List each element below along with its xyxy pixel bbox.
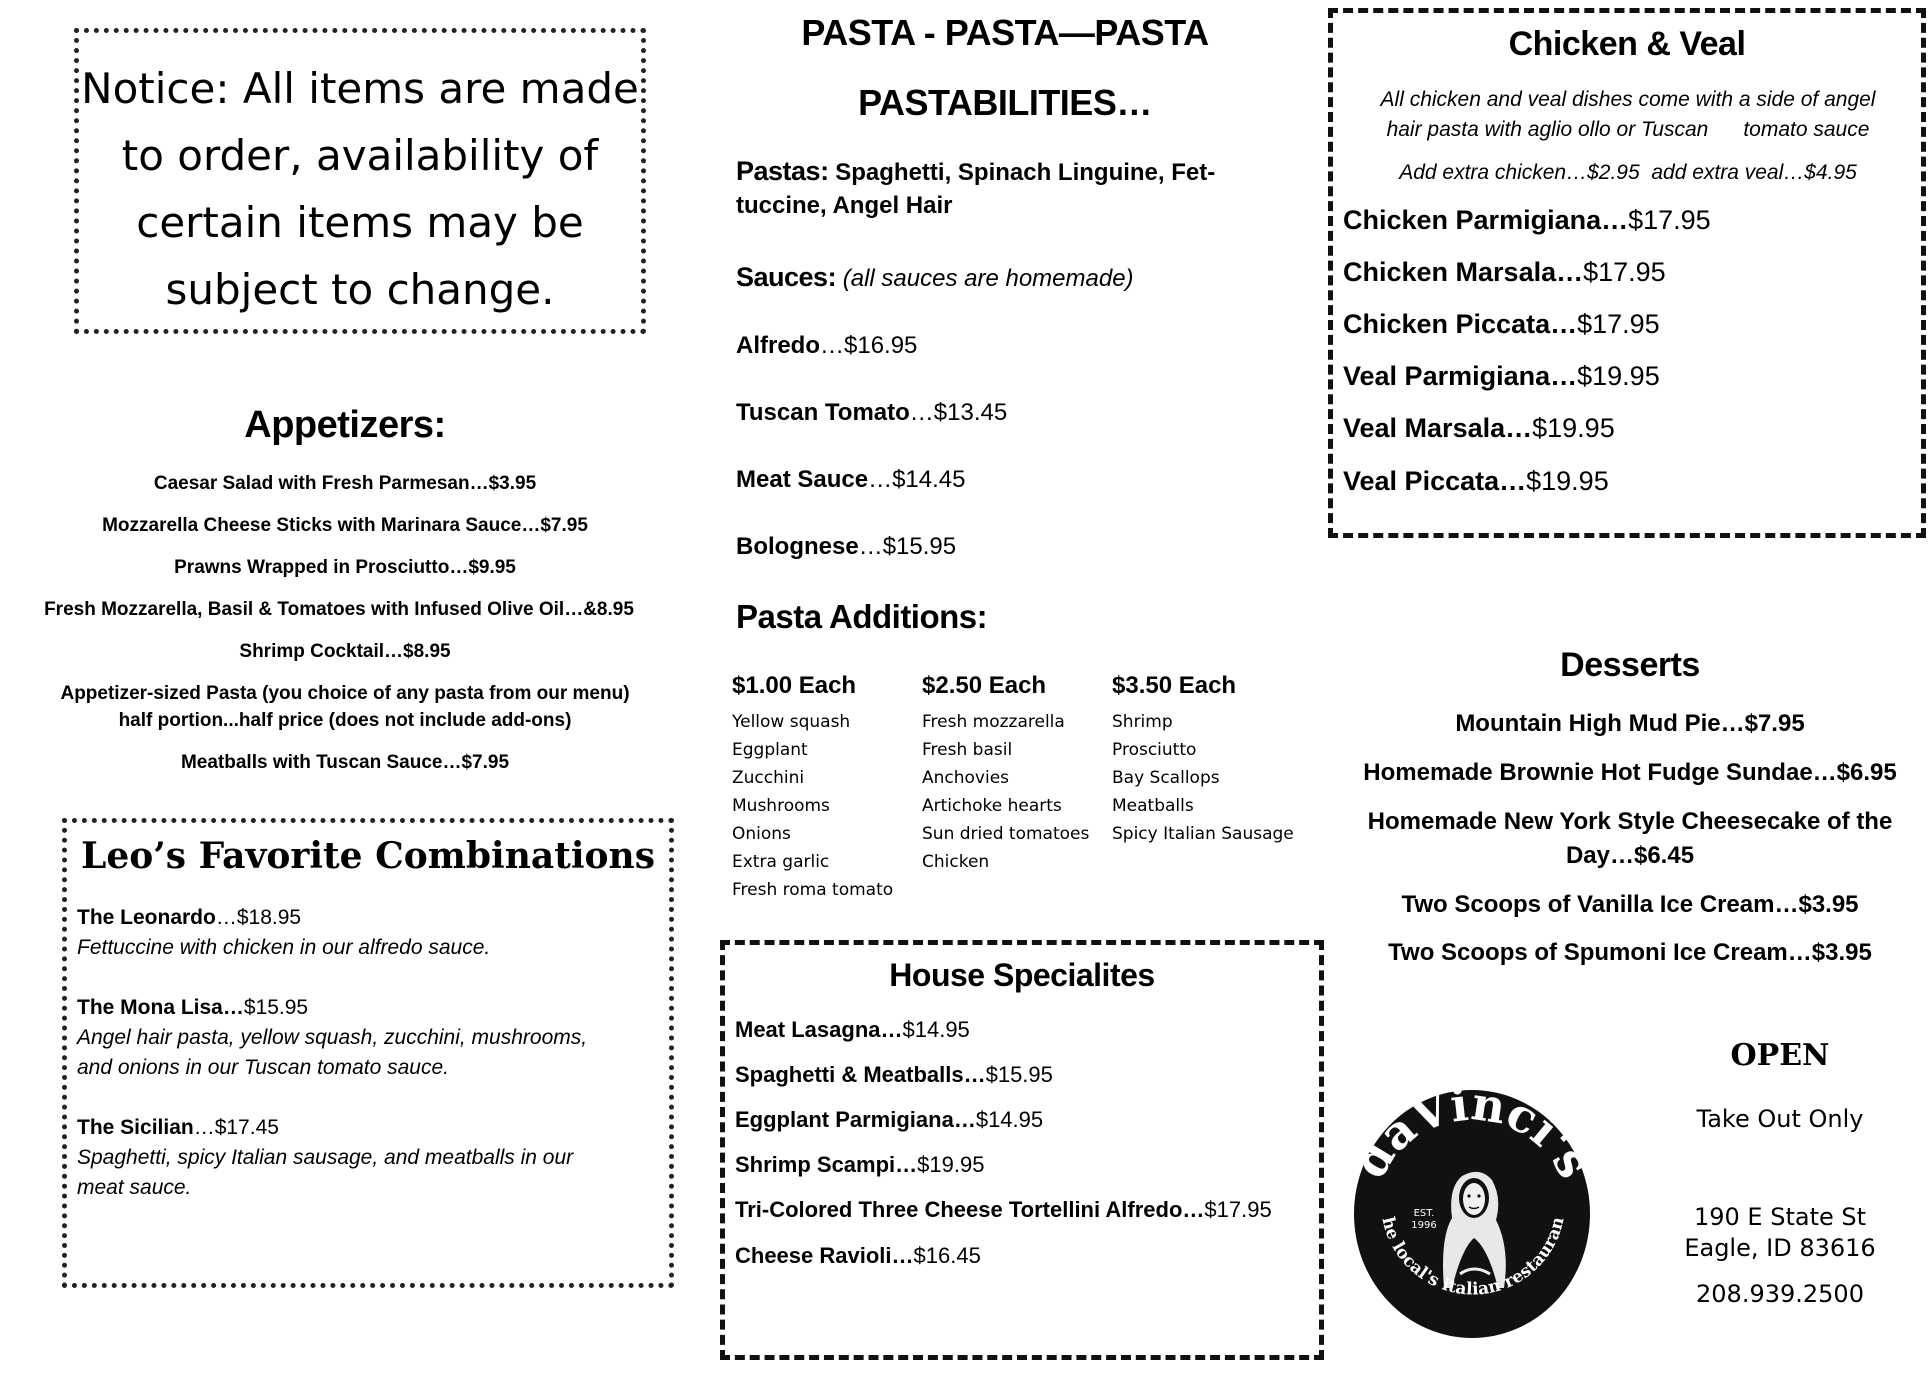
- addition-item: Eggplant: [732, 740, 808, 760]
- favorite-combinations-title: Leo’s Favorite Combinations: [81, 835, 655, 877]
- appetizer-item: Meatballs with Tuscan Sauce…$7.95: [180, 752, 510, 773]
- chicken-veal-item: [1343, 309, 1660, 340]
- logo-tagline: he local's italian restauran: [1377, 1215, 1569, 1300]
- chicken-veal-item-name: Chicken Marsala…: [1343, 257, 1584, 287]
- addition-item: Fresh basil: [922, 740, 1013, 760]
- chicken-veal-item-price: $17.95: [1577, 309, 1660, 339]
- notice-box: [74, 28, 646, 334]
- combo-item: [77, 903, 667, 963]
- sauce-price: …$15.95: [858, 533, 957, 560]
- additions-price-header: $3.50 Each: [1112, 672, 1237, 699]
- chicken-veal-box: [1328, 8, 1926, 538]
- addition-item: Prosciutto: [1112, 740, 1197, 760]
- addition-item: Yellow squash: [732, 712, 851, 732]
- addition-item: Spicy Italian Sausage: [1112, 824, 1294, 844]
- dessert-item: Mountain High Mud Pie…$7.95: [1455, 710, 1805, 737]
- appetizer-item: Prawns Wrapped in Prosciutto…$9.95: [174, 557, 516, 578]
- combo-name: The Mona Lisa…: [77, 996, 244, 1019]
- desserts-title: Desserts: [1560, 646, 1700, 684]
- sauce-price: …$13.45: [909, 399, 1008, 426]
- appetizer-item: Shrimp Cocktail…$8.95: [239, 641, 451, 662]
- combo-description: Spaghetti, spicy Italian sausage, and meatballs in our: [77, 1146, 574, 1169]
- sauce-item: [736, 533, 1276, 561]
- addition-item: Zucchini: [732, 768, 805, 788]
- combo-price: …$17.45: [193, 1116, 279, 1139]
- appetizer-item: Appetizer-sized Pasta (you choice of any pasta from our menu): [60, 683, 630, 704]
- house-item-price: $14.95: [902, 1017, 970, 1042]
- combo-description: Fettuccine with chicken in our alfredo sauce.: [77, 936, 491, 959]
- takeout-note: Take Out Only: [1696, 1105, 1864, 1133]
- sauce-item: [736, 399, 1276, 427]
- dessert-item: Day…$6.45: [1565, 842, 1695, 869]
- open-heading: OPEN: [1730, 1038, 1830, 1073]
- dessert-item: Homemade Brownie Hot Fudge Sundae…$6.95: [1363, 759, 1897, 786]
- pastas-label: Pastas:: [736, 156, 829, 186]
- chicken-veal-item: [1343, 257, 1666, 288]
- additions-price-header: $2.50 Each: [922, 672, 1047, 699]
- house-item-name: Eggplant Parmigiana…: [735, 1107, 976, 1132]
- chicken-veal-item: [1343, 413, 1615, 444]
- addition-item: Chicken: [922, 852, 990, 872]
- chicken-veal-item: [1343, 205, 1711, 236]
- chicken-veal-item-name: Veal Parmigiana…: [1343, 361, 1578, 391]
- address-line: Eagle, ID 83616: [1684, 1234, 1876, 1262]
- additions-column: [922, 672, 1112, 876]
- chicken-veal-note-line: hair pasta with aglio ollo or Tuscan tomato sauce: [1386, 118, 1870, 141]
- combo-description: and onions in our Tuscan tomato sauce.: [77, 1056, 450, 1079]
- addition-item: Bay Scallops: [1112, 768, 1220, 788]
- house-specialties-box: [720, 940, 1324, 1360]
- house-item-price: $17.95: [1204, 1197, 1272, 1222]
- addition-item: Shrimp: [1112, 712, 1173, 732]
- sauce-price: …$16.95: [820, 332, 918, 359]
- house-item-name: Cheese Ravioli…: [735, 1243, 914, 1268]
- house-item: [735, 1243, 981, 1269]
- logo-est: EST.: [1413, 1208, 1435, 1219]
- pasta-title: PASTA - PASTA—PASTA: [801, 12, 1209, 53]
- chicken-veal-item: [1343, 466, 1609, 497]
- combo-item: [77, 993, 667, 1083]
- house-item-price: $19.95: [917, 1152, 985, 1177]
- sauce-item: [736, 466, 1276, 494]
- notice-text: Notice: All items are made to order, availability of certain items may be subject to change.: [81, 64, 639, 314]
- pasta-subtitle: PASTABILITIES…: [858, 82, 1152, 123]
- house-item: [735, 1107, 1043, 1133]
- house-specialties-title: House Specialites: [889, 957, 1155, 993]
- additions-column: [1112, 672, 1312, 848]
- chicken-veal-item-price: $19.95: [1577, 361, 1660, 391]
- combo-description: meat sauce.: [77, 1176, 192, 1199]
- sauce-item: [736, 332, 1276, 360]
- appetizers-title: Appetizers:: [244, 404, 446, 446]
- dessert-item: Two Scoops of Spumoni Ice Cream…$3.95: [1388, 939, 1872, 966]
- chicken-veal-item-name: Chicken Parmigiana…: [1343, 205, 1629, 235]
- addition-item: Fresh roma tomato: [732, 880, 894, 900]
- house-item-price: $15.95: [985, 1062, 1053, 1087]
- combo-item: [77, 1113, 667, 1203]
- sauces-label: Sauces:: [736, 262, 837, 292]
- sauce-name: Tuscan Tomato: [736, 399, 910, 426]
- addition-item: Meatballs: [1112, 796, 1194, 816]
- sauce-name: Alfredo: [736, 332, 820, 359]
- house-item: [735, 1197, 1272, 1223]
- phone-number: 208.939.2500: [1696, 1280, 1864, 1308]
- addition-item: Extra garlic: [732, 852, 830, 872]
- combo-name: The Sicilian: [77, 1116, 194, 1139]
- chicken-veal-item-name: Veal Marsala…: [1343, 413, 1533, 443]
- chicken-veal-note-line: All chicken and veal dishes come with a side of angel: [1380, 88, 1876, 111]
- combo-name: The Leonardo: [77, 906, 216, 929]
- pastas-line: [736, 156, 1276, 187]
- chicken-veal-item-name: Veal Piccata…: [1343, 466, 1527, 496]
- sauces-note: (all sauces are homemade): [836, 265, 1134, 292]
- appetizer-item: half portion...half price (does not include add-ons): [118, 710, 572, 731]
- logo-name: aVinci': [1368, 1088, 1584, 1167]
- chicken-veal-item: [1343, 361, 1660, 392]
- sauce-name: Bolognese: [736, 533, 859, 560]
- chicken-veal-item-price: $17.95: [1628, 205, 1711, 235]
- chicken-veal-note: [1343, 85, 1913, 145]
- chicken-veal-extras: Add extra chicken…$2.95 add extra veal…$4.95: [1399, 161, 1857, 184]
- address-line: 190 E State St: [1693, 1203, 1867, 1231]
- additions-column: [732, 672, 922, 904]
- house-item-name: Spaghetti & Meatballs…: [735, 1062, 986, 1087]
- dessert-item: Homemade New York Style Cheesecake of the: [1367, 808, 1893, 835]
- favorite-combinations-box: [62, 818, 674, 1288]
- chicken-veal-title: Chicken & Veal: [1508, 25, 1746, 63]
- additions-price-header: $1.00 Each: [732, 672, 857, 699]
- addition-item: Sun dried tomatoes: [922, 824, 1090, 844]
- davincis-logo: [1352, 1088, 1592, 1340]
- addition-item: Mushrooms: [732, 796, 830, 816]
- combo-price: …$18.95: [215, 906, 302, 929]
- house-item-price: $14.95: [975, 1107, 1044, 1132]
- chicken-veal-item-price: $19.95: [1526, 466, 1609, 496]
- sauces-line: [736, 262, 1276, 293]
- addition-item: Anchovies: [922, 768, 1010, 788]
- chicken-veal-item-name: Chicken Piccata…: [1343, 309, 1578, 339]
- house-item-name: Tri-Colored Three Cheese Tortellini Alfredo…: [735, 1197, 1205, 1222]
- house-item: [735, 1152, 984, 1178]
- combo-price: $15.95: [243, 996, 309, 1019]
- pastas-list-continued: tuccine, Angel Hair: [736, 192, 953, 219]
- chicken-veal-item-price: $19.95: [1532, 413, 1615, 443]
- appetizer-item: Mozzarella Cheese Sticks with Marinara Sauce…$7.95: [102, 515, 588, 536]
- sauce-price: …$14.45: [868, 466, 966, 493]
- chicken-veal-item-price: $17.95: [1583, 257, 1666, 287]
- dessert-item: Two Scoops of Vanilla Ice Cream…$3.95: [1401, 891, 1859, 918]
- house-item: [735, 1017, 970, 1043]
- appetizer-item: Caesar Salad with Fresh Parmesan…$3.95: [153, 473, 537, 494]
- house-item-price: $16.45: [913, 1243, 981, 1268]
- appetizer-item: Fresh Mozzarella, Basil & Tomatoes with Infused Olive Oil…&8.95: [44, 599, 634, 620]
- addition-item: Fresh mozzarella: [922, 712, 1065, 732]
- pasta-additions-title: Pasta Additions:: [736, 598, 988, 635]
- house-item-name: Shrimp Scampi…: [735, 1152, 918, 1177]
- house-item: [735, 1062, 1053, 1088]
- addition-item: Onions: [732, 824, 791, 844]
- logo-year: 1996: [1411, 1220, 1437, 1231]
- house-item-name: Meat Lasagna…: [735, 1017, 903, 1042]
- pastas-list: Spaghetti, Spinach Linguine, Fet-: [828, 159, 1216, 186]
- addition-item: Artichoke hearts: [922, 796, 1062, 816]
- combo-description: Angel hair pasta, yellow squash, zucchini, mushrooms,: [77, 1026, 588, 1049]
- sauce-name: Meat Sauce: [736, 466, 869, 493]
